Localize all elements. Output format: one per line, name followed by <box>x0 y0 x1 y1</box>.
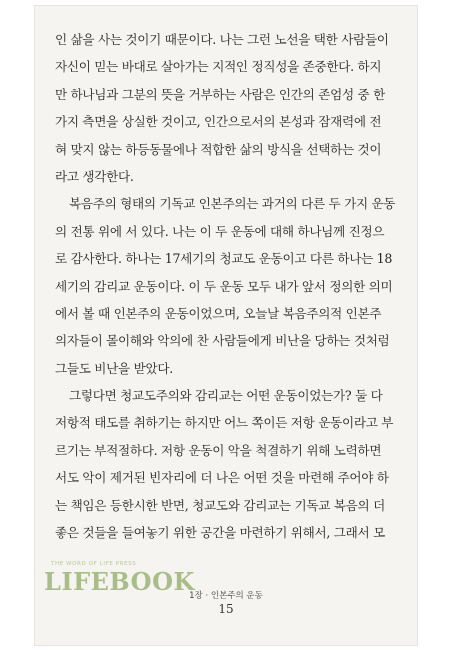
text-line: 가지 측면을 상실한 것이고, 인간으로서의 본성과 잠재력에 전 <box>55 114 382 130</box>
text-line: 자신이 믿는 바대로 살아가는 지적인 정직성을 존중한다. 하지 <box>55 59 382 75</box>
text-line: 인 삶을 사는 것이기 때문이다. 나는 그런 노선을 택한 사람들이 <box>55 32 389 47</box>
body-text <box>55 26 395 546</box>
text-line: 에서 볼 때 인본주의 운동이었으며, 오늘날 복음주의적 인본주 <box>55 305 382 321</box>
text-line: 르기는 부적절하다. 저항 운동이 악을 척결하기 위해 노력하면 <box>55 442 382 458</box>
text-line: 저항적 태도를 취하기는 하지만 어느 쪽이든 저항 운동이라고 부 <box>55 415 394 431</box>
book-page <box>35 6 417 645</box>
chapter-label: 1장 · 인본주의 운동 <box>189 591 263 601</box>
text-line: 로 감사한다. 하나는 17세기의 청교도 운동이고 다른 하나는 18 <box>55 251 393 267</box>
text-line: 만 하나님과 그분의 뜻을 거부하는 사람은 인간의 존엄성 중 한 <box>55 86 385 102</box>
text-line: 는 책임은 등한시한 반면, 청교도와 감리교는 기독교 복음의 더 <box>55 497 385 513</box>
watermark-logo: LIFEBOOK <box>44 567 195 596</box>
text-line: 좋은 것들을 들여놓기 위한 공간을 마련하기 위해서, 그래서 모 <box>55 525 385 541</box>
text-line: 그들도 비난을 받았다. <box>55 360 173 376</box>
text-line: 의자들이 몰이해와 악의에 찬 사람들에게 비난을 당하는 것처럼 <box>55 333 390 349</box>
text-line: 세기의 감리교 운동이다. 이 두 운동 모두 내가 앞서 정의한 의미 <box>55 278 393 294</box>
watermark-subtitle: THE WORD OF LIFE PRESS <box>51 561 137 567</box>
text-line: 혀 맞지 않는 하등동물에나 적합한 삶의 방식을 선택하는 것이 <box>55 141 382 157</box>
text-line: 복음주의 형태의 기독교 인본주의는 과거의 다른 두 가지 운동 <box>69 196 395 212</box>
page-number: 15 <box>218 602 234 616</box>
text-line: 라고 생각한다. <box>55 168 134 184</box>
text-line: 의 전통 위에 서 있다. 나는 이 두 운동에 대해 하나님께 진정으 <box>55 223 385 239</box>
text-line: 그렇다면 청교도주의와 감리교는 어떤 운동이었는가? 둘 다 <box>69 388 383 404</box>
text-line: 서도 악이 제거된 빈자리에 더 나은 어떤 것을 마련해 주어야 하 <box>55 470 389 486</box>
